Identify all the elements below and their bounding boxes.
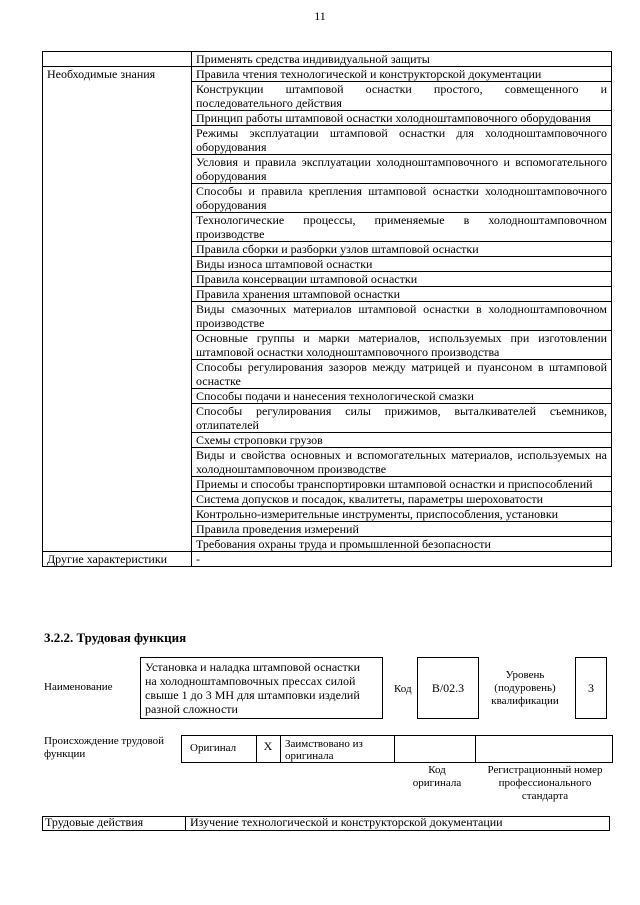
knowledge-item: Технологические процессы, применяемые в холодноштамповочном производстве xyxy=(192,213,612,242)
knowledge-item: Правила проведения измерений xyxy=(192,522,612,537)
other-value: - xyxy=(192,552,612,567)
action-item: Изучение технологической и конструкторской документации xyxy=(190,815,503,829)
knowledge-item: Способы регулирования силы прижимов, выталкивателей съемников, отлипателей xyxy=(192,404,612,433)
origin-original: Оригинал xyxy=(190,742,237,754)
page-number: 11 xyxy=(314,9,326,23)
knowledge-item: Схемы строповки грузов xyxy=(192,433,612,448)
knowledge-item: Приемы и способы транспортировки штамповой оснастки и приспособлений xyxy=(192,477,612,492)
section-title: 3.2.2. Трудовая функция xyxy=(44,630,187,645)
actions-label: Трудовые действия xyxy=(45,815,144,829)
knowledge-item: Виды смазочных материалов штамповой оснастки в холодноштамповочном производстве xyxy=(192,302,612,331)
origin-label: Происхождение трудовой функции xyxy=(44,735,165,760)
knowledge-item: Способы и правила крепления штамповой оснастки холодноштамповочного оборудования xyxy=(192,184,612,213)
knowledge-item: Режимы эксплуатации штамповой оснастки для холодноштамповочного оборудования xyxy=(192,126,612,155)
knowledge-item: Правила сборки и разборки узлов штамповой оснастки xyxy=(192,242,612,257)
knowledge-item: Условия и правила эксплуатации холодноштамповочного и вспомогательного оборудования xyxy=(192,155,612,184)
code-label: Код xyxy=(394,683,412,695)
knowledge-item: Правила чтения технологической и конструкторской документации xyxy=(192,67,612,82)
knowledge-item: Конструкции штамповой оснастки простого, совмещенного и последовательного действия xyxy=(192,82,612,111)
function-name: Установка и наладка штамповой оснастки на холодноштамповочных прессах силой свыше 1 до 3 МН для штамповки изделий разной сложности xyxy=(145,660,361,716)
origin-mark: X xyxy=(263,739,273,753)
origin-borrowed: Заимствовано из оригинала xyxy=(285,738,363,762)
knowledge-item: Система допусков и посадок, квалитеты, параметры шероховатости xyxy=(192,492,612,507)
row-label-empty xyxy=(43,52,192,67)
skill-item: Применять средства индивидуальной защиты xyxy=(192,52,612,67)
table-row xyxy=(43,67,612,82)
code-orig-label: Код оригинала xyxy=(412,764,462,789)
knowledge-item: Способы подачи и нанесения технологической смазки xyxy=(192,389,612,404)
requirements-table xyxy=(42,51,612,567)
other-label: Другие характеристики xyxy=(43,552,192,567)
knowledge-item: Способы регулирования зазоров между матрицей и пуансоном в штамповой оснастке xyxy=(192,360,612,389)
table-row xyxy=(43,52,612,67)
knowledge-label: Необходимые знания xyxy=(43,67,192,552)
divider xyxy=(394,735,395,763)
level-value: 3 xyxy=(588,681,594,695)
name-label: Наименование xyxy=(44,681,113,693)
function-code: B/02.3 xyxy=(431,681,465,695)
knowledge-item: Виды износа штамповой оснастки xyxy=(192,257,612,272)
knowledge-item: Требования охраны труда и промышленной безопасности xyxy=(192,537,612,552)
divider xyxy=(280,735,281,763)
reg-num-label: Регистрационный номер профессионального стандарта xyxy=(487,764,603,802)
knowledge-item: Основные группы и марки материалов, используемых при изготовлении штамповой оснастки холодноштамповочного производства xyxy=(192,331,612,360)
level-label: Уровень (подуровень) квалификации xyxy=(491,669,559,707)
knowledge-item: Контрольно-измерительные инструменты, приспособления, установки xyxy=(192,507,612,522)
knowledge-item: Правила консервации штамповой оснастки xyxy=(192,272,612,287)
divider xyxy=(185,816,186,831)
knowledge-item: Виды и свойства основных и вспомогательных материалов, используемых на холодноштамповочном производстве xyxy=(192,448,612,477)
table-row xyxy=(43,552,612,567)
origin-box xyxy=(181,735,613,763)
knowledge-item: Правила хранения штамповой оснастки xyxy=(192,287,612,302)
knowledge-item: Принцип работы штамповой оснастки холодноштамповочного оборудования xyxy=(192,111,612,126)
divider xyxy=(475,735,476,763)
